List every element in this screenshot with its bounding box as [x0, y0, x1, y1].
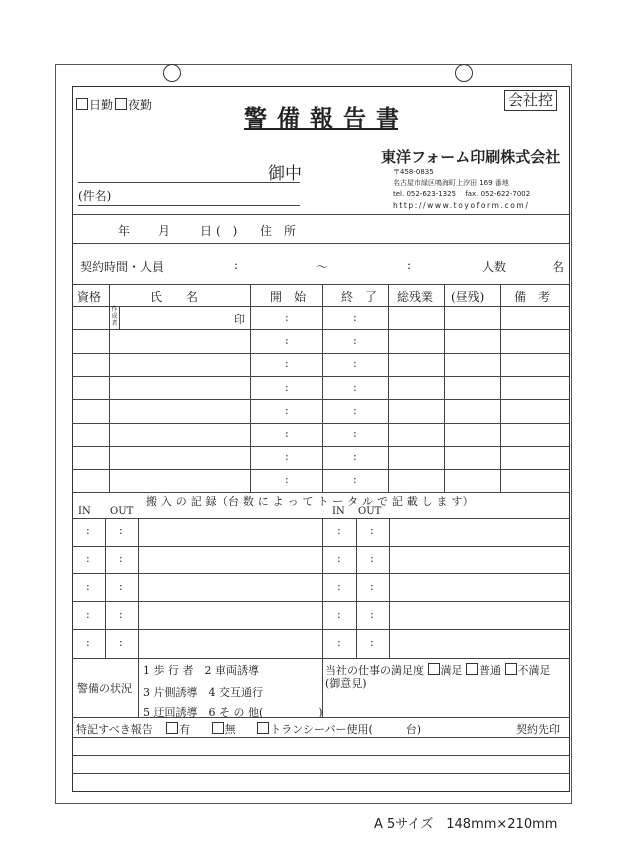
tilde: ～ [316, 260, 329, 274]
no-label: 無 [224, 723, 236, 736]
special-report-row [76, 721, 421, 737]
opinion-label: (御意見) [325, 677, 367, 690]
company-url: http://www.toyoform.com/ [393, 201, 530, 210]
colon: : [119, 636, 123, 649]
contract-time-label: 契約時間・人員 [80, 260, 165, 274]
status-option-line3: 5 迂回誘導 6 そ の 他( ) [143, 706, 323, 719]
colon: : [86, 552, 90, 565]
divider [322, 284, 323, 492]
in-label: IN [78, 506, 91, 517]
size-caption: A 5サイズ 148mm×210mm [374, 817, 558, 832]
title-underline [244, 128, 398, 130]
colon: : [370, 552, 374, 565]
out-label: OUT [110, 506, 134, 517]
company-phone: tel. 052-623-1325 fax. 052-622-7002 [393, 190, 531, 198]
checkbox-icon[interactable] [76, 98, 88, 110]
copy-label: 会社控 [504, 90, 557, 111]
divider [72, 399, 570, 400]
colon: : [353, 450, 357, 463]
colon: : [234, 258, 239, 272]
colon: : [353, 473, 357, 486]
colon: : [86, 608, 90, 621]
colon: : [285, 357, 289, 370]
colon: : [119, 524, 123, 537]
checkbox-icon[interactable] [115, 98, 127, 110]
divider [138, 518, 139, 658]
people-count-label: 人数 [482, 260, 507, 274]
col-qualification: 資格 [77, 290, 102, 304]
divider [72, 214, 570, 215]
divider [72, 446, 570, 447]
checkbox-icon[interactable] [166, 722, 178, 734]
security-status-label: 警備の状況 [77, 682, 132, 695]
checkbox-icon[interactable] [428, 663, 440, 675]
seal-mark: 印 [234, 313, 245, 326]
colon: : [285, 404, 289, 417]
colon: : [370, 524, 374, 537]
colon: : [353, 311, 357, 324]
col-overtime: 総残業 [397, 290, 434, 304]
colon: : [370, 608, 374, 621]
colon: : [285, 427, 289, 440]
colon: : [86, 524, 90, 537]
weekday-paren: ( ) [216, 224, 238, 238]
col-end: 終 了 [341, 290, 378, 304]
colon: : [353, 381, 357, 394]
colon: : [285, 381, 289, 394]
colon: : [285, 311, 289, 324]
colon: : [353, 404, 357, 417]
divider [72, 601, 570, 602]
colon: : [370, 580, 374, 593]
shift-night-label: 夜勤 [128, 98, 153, 112]
satisfied-label: 満足 [440, 664, 463, 677]
checkbox-icon[interactable] [466, 663, 478, 675]
special-report-label: 特記すべき報告 [76, 723, 153, 736]
recipient-line [78, 182, 300, 183]
divider [72, 573, 570, 574]
divider [388, 284, 389, 492]
in-label: IN [332, 506, 345, 517]
colon: : [86, 636, 90, 649]
divider [72, 518, 570, 519]
divider [72, 773, 570, 774]
divider [250, 284, 251, 492]
colon: : [337, 608, 341, 621]
yes-label: 有 [179, 723, 191, 736]
divider [72, 546, 570, 547]
carry-in-title: 搬 入 の 記 録（台 数 に よ っ て ト ー タ ル で 記 載 し ま す） [146, 495, 474, 508]
colon: : [337, 524, 341, 537]
divider [72, 469, 570, 470]
divider [72, 423, 570, 424]
month-label: 月 [158, 224, 171, 238]
col-noon-overtime: (昼残) [451, 290, 485, 304]
divider [72, 376, 570, 377]
status-option-line1: 1 歩 行 者 2 車両誘導 [143, 664, 259, 677]
divider [356, 518, 357, 658]
divider [444, 284, 445, 492]
status-option-line2: 3 片側誘導 4 交互通行 [143, 686, 263, 699]
checkbox-icon[interactable] [212, 722, 224, 734]
subject-line [78, 205, 300, 206]
colon: : [370, 636, 374, 649]
colon: : [337, 552, 341, 565]
binding-hole-right [455, 64, 473, 82]
binding-hole-left [163, 64, 181, 82]
divider [105, 518, 106, 658]
divider [72, 243, 570, 244]
shift-day-label: 日勤 [89, 98, 114, 112]
out-label: OUT [358, 506, 382, 517]
colon: : [353, 334, 357, 347]
divider [72, 629, 570, 630]
company-postal: 〒458-0835 [393, 168, 434, 176]
contract-seal-label: 契約先印 [516, 723, 560, 736]
colon: : [119, 580, 123, 593]
shift-checkboxes[interactable] [76, 96, 152, 113]
normal-label: 普通 [479, 664, 501, 677]
divider [500, 284, 501, 492]
colon: : [337, 580, 341, 593]
divider [72, 755, 570, 756]
year-label: 年 [118, 224, 131, 238]
colon: : [119, 552, 123, 565]
divider [72, 284, 570, 285]
transceiver-label: トランシーバー使用( 台) [270, 723, 422, 736]
col-name: 氏 名 [150, 290, 199, 304]
colon: : [86, 580, 90, 593]
onchu-label: 御中 [268, 164, 302, 184]
company-address: 名古屋市緑区鳴海町上汐田 169 番地 [393, 179, 509, 187]
divider [72, 306, 570, 307]
divider [72, 737, 570, 738]
form-title: 警 備 報 告 書 [244, 105, 401, 132]
colon: : [353, 427, 357, 440]
people-unit-label: 名 [552, 260, 565, 274]
divider [119, 306, 120, 329]
day-label: 日 [200, 224, 213, 238]
colon: : [337, 636, 341, 649]
divider [138, 658, 139, 717]
colon: : [119, 608, 123, 621]
col-remarks: 備 考 [514, 290, 551, 304]
colon: : [285, 473, 289, 486]
divider [322, 518, 323, 658]
unsatisfied-label: 不満足 [517, 664, 551, 677]
colon: : [353, 357, 357, 370]
colon: : [407, 258, 412, 272]
address-label: 住 所 [260, 224, 297, 238]
subject-label: (件名) [78, 189, 112, 203]
divider [72, 353, 570, 354]
divider [72, 717, 570, 718]
divider [72, 658, 570, 659]
divider [72, 329, 570, 330]
col-start: 開 始 [270, 290, 307, 304]
checkbox-icon[interactable] [505, 663, 517, 675]
company-name: 東洋フォーム印刷株式会社 [381, 148, 561, 166]
divider [389, 518, 390, 658]
satisfaction-label: 当社の仕事の満足度 [325, 664, 424, 677]
colon: : [285, 450, 289, 463]
checkbox-icon[interactable] [257, 722, 269, 734]
colon: : [285, 334, 289, 347]
author-mark: 作成者 [111, 306, 118, 327]
